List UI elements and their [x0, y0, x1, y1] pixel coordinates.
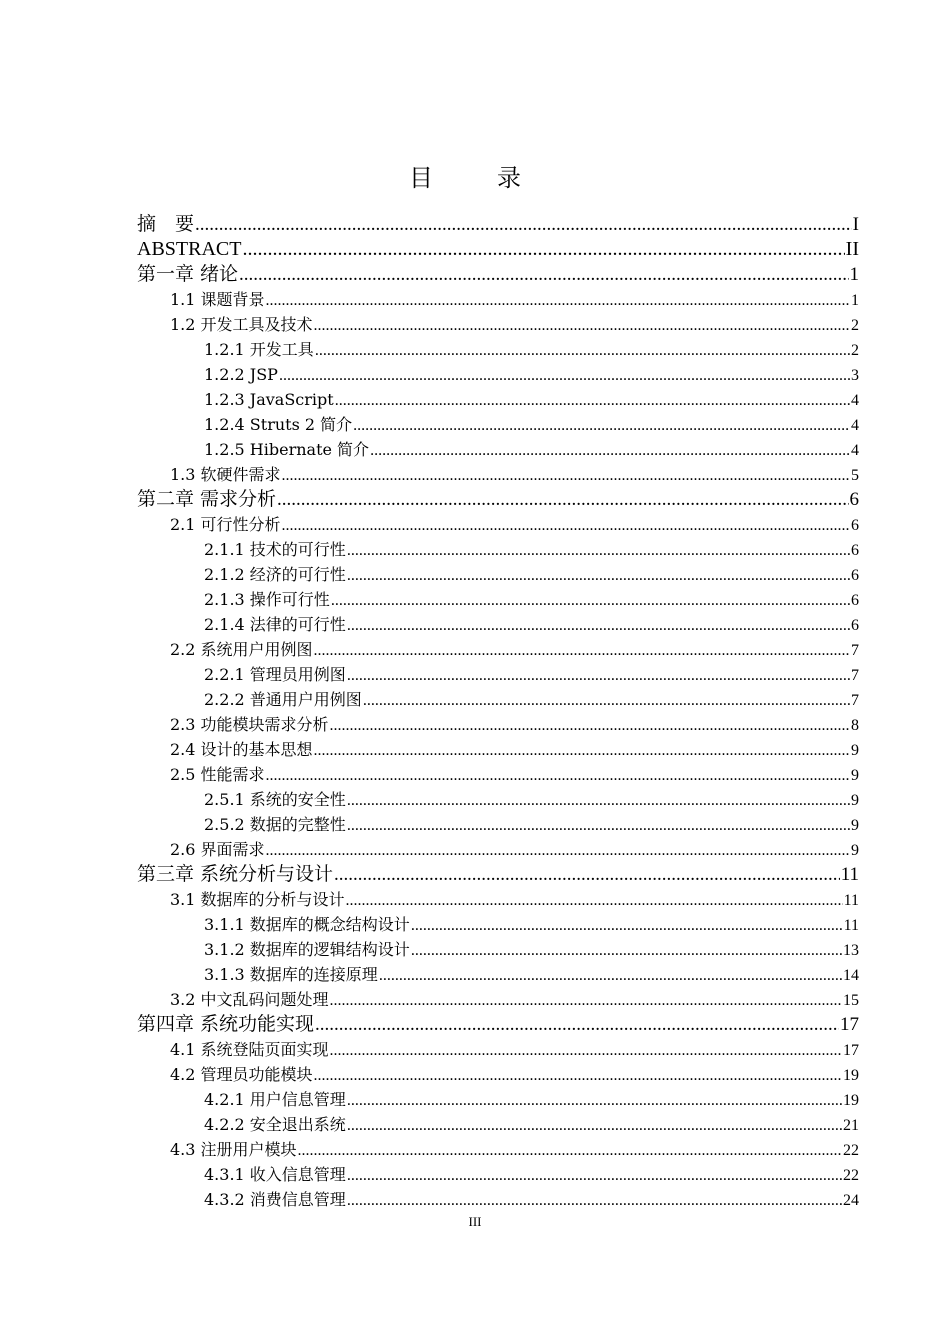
- toc-entry-label: 2.2.1 管理员用例图: [204, 665, 346, 684]
- toc-entry[interactable]: [137, 787, 859, 812]
- toc-entry-label: 2.3 功能模块需求分析: [170, 715, 329, 734]
- toc-entry-label: 3.1.3 数据库的连接原理: [204, 965, 378, 984]
- toc-entry-label: 1.2.4 Struts 2 简介: [204, 415, 353, 434]
- toc-entry[interactable]: [137, 687, 859, 712]
- toc-entry[interactable]: [137, 212, 859, 237]
- toc-dot-leader: [282, 513, 850, 538]
- toc-entry-label: 第三章 系统分析与设计: [137, 863, 334, 885]
- toc-dot-leader: [411, 913, 843, 938]
- toc-entry-page: 3: [851, 367, 859, 384]
- toc-entry[interactable]: [137, 612, 859, 637]
- toc-entry[interactable]: [137, 487, 859, 512]
- toc-entry[interactable]: [137, 362, 859, 387]
- toc-entry-label: 2.4 设计的基本思想: [170, 740, 313, 759]
- toc-entry-label: 2.6 界面需求: [170, 840, 265, 859]
- toc-dot-leader: [363, 688, 850, 713]
- toc-entry-label: 2.1.3 操作可行性: [204, 590, 330, 609]
- toc-entry-page: 17: [843, 1042, 859, 1059]
- toc-dot-leader: [353, 413, 850, 438]
- toc-entry-page: 7: [851, 692, 859, 709]
- toc-entry[interactable]: [137, 1162, 859, 1187]
- toc-entry[interactable]: [137, 737, 859, 762]
- toc-entry-label: 1.1 课题背景: [170, 290, 265, 309]
- toc-dot-leader: [330, 713, 850, 738]
- toc-entry-label: 2.1.2 经济的可行性: [204, 565, 346, 584]
- toc-entry-page: 11: [843, 892, 859, 909]
- toc-entry[interactable]: [137, 937, 859, 962]
- toc-title: 目 录: [409, 164, 541, 192]
- toc-dot-leader: [347, 813, 850, 838]
- toc-entry-page: 9: [851, 742, 859, 759]
- toc-entry-page: 6: [851, 567, 859, 584]
- toc-entry[interactable]: [137, 237, 859, 262]
- toc-dot-leader: [266, 288, 850, 313]
- toc-entry-label: 1.2.1 开发工具: [204, 340, 314, 359]
- toc-dot-leader: [195, 212, 852, 237]
- toc-entry-page: 11: [840, 864, 859, 885]
- toc-entry-label: 2.5 性能需求: [170, 765, 265, 784]
- toc-entry[interactable]: [137, 1087, 859, 1112]
- toc-entry-page: 4: [851, 392, 859, 409]
- toc-entry[interactable]: [137, 987, 859, 1012]
- toc-entry-label: 2.1.1 技术的可行性: [204, 540, 346, 559]
- toc-entry-page: 6: [851, 592, 859, 609]
- toc-entry[interactable]: [137, 462, 859, 487]
- toc-dot-leader: [347, 1113, 842, 1138]
- toc-dot-leader: [331, 588, 850, 613]
- toc-entry[interactable]: [137, 562, 859, 587]
- toc-entry[interactable]: [137, 762, 859, 787]
- toc-entry-label: 4.3 注册用户模块: [170, 1140, 297, 1159]
- toc-dot-leader: [298, 1138, 842, 1163]
- toc-entry-label: 1.2 开发工具及技术: [170, 315, 313, 334]
- toc-dot-leader: [314, 638, 850, 663]
- toc-entry[interactable]: [137, 437, 859, 462]
- toc-entry-page: 4: [851, 417, 859, 434]
- toc-entry-label: 2.5.2 数据的完整性: [204, 815, 346, 834]
- toc-entry-label: 1.2.3 JavaScript: [204, 390, 334, 409]
- toc-entry-label: 4.2 管理员功能模块: [170, 1065, 313, 1084]
- toc-entry[interactable]: [137, 812, 859, 837]
- toc-entry[interactable]: [137, 887, 859, 912]
- toc-entry-page: 13: [843, 942, 859, 959]
- toc-entry[interactable]: [137, 1137, 859, 1162]
- toc-dot-leader: [242, 237, 844, 262]
- toc-dot-leader: [266, 838, 850, 863]
- toc-entry-page: 7: [851, 667, 859, 684]
- toc-entry[interactable]: [137, 262, 859, 287]
- toc-dot-leader: [379, 963, 842, 988]
- toc-dot-leader: [411, 938, 842, 963]
- toc-entry-page: 2: [851, 317, 859, 334]
- toc-entry-label: 摘 要: [137, 213, 195, 235]
- toc-entry-page: 9: [851, 817, 859, 834]
- toc-dot-leader: [277, 487, 848, 512]
- toc-dot-leader: [314, 738, 850, 763]
- toc-entry-page: 19: [843, 1067, 859, 1084]
- toc-entry-label: 4.2.1 用户信息管理: [204, 1090, 346, 1109]
- toc-entry-label: 1.2.2 JSP: [204, 365, 278, 384]
- toc-dot-leader: [239, 262, 848, 287]
- toc-entry-page: 14: [843, 967, 859, 984]
- toc-dot-leader: [314, 1063, 842, 1088]
- toc-entry-label: 3.2 中文乱码问题处理: [170, 990, 329, 1009]
- toc-entry[interactable]: [137, 412, 859, 437]
- toc-entry-page: 9: [851, 767, 859, 784]
- table-of-contents: [137, 212, 859, 1212]
- toc-entry-label: 1.3 软硬件需求: [170, 465, 281, 484]
- toc-dot-leader: [347, 1088, 842, 1113]
- toc-entry-page: 22: [843, 1142, 859, 1159]
- toc-entry-label: 2.5.1 系统的安全性: [204, 790, 346, 809]
- toc-entry[interactable]: [137, 662, 859, 687]
- toc-entry-page: 11: [843, 917, 859, 934]
- toc-entry-page: 8: [851, 717, 859, 734]
- toc-entry-page: 1: [851, 292, 859, 309]
- toc-dot-leader: [279, 363, 850, 388]
- toc-entry-page: 19: [843, 1092, 859, 1109]
- toc-dot-leader: [347, 788, 850, 813]
- toc-dot-leader: [330, 1038, 842, 1063]
- toc-entry-label: 4.1 系统登陆页面实现: [170, 1040, 329, 1059]
- toc-entry[interactable]: [137, 637, 859, 662]
- toc-entry-page: 6: [851, 542, 859, 559]
- toc-entry-page: 24: [843, 1192, 859, 1209]
- toc-entry[interactable]: [137, 712, 859, 737]
- toc-entry-page: 6: [851, 517, 859, 534]
- toc-entry-page: I: [852, 214, 859, 235]
- toc-entry[interactable]: [137, 287, 859, 312]
- toc-dot-leader: [370, 438, 850, 463]
- toc-entry-page: II: [845, 238, 859, 260]
- toc-entry-label: 2.1.4 法律的可行性: [204, 615, 346, 634]
- toc-entry-label: 1.2.5 Hibernate 简介: [204, 440, 370, 459]
- toc-entry-label: 3.1 数据库的分析与设计: [170, 890, 345, 909]
- toc-entry[interactable]: [137, 1037, 859, 1062]
- toc-entry-label: ABSTRACT: [137, 238, 242, 260]
- toc-entry[interactable]: [137, 962, 859, 987]
- toc-entry[interactable]: [137, 862, 859, 887]
- toc-entry-page: 9: [851, 792, 859, 809]
- toc-dot-leader: [347, 663, 850, 688]
- toc-entry-label: 4.2.2 安全退出系统: [204, 1115, 346, 1134]
- toc-entry[interactable]: [137, 1112, 859, 1137]
- toc-entry-page: 6: [851, 617, 859, 634]
- toc-entry[interactable]: [137, 387, 859, 412]
- toc-dot-leader: [314, 313, 850, 338]
- toc-entry-page: 5: [851, 467, 859, 484]
- toc-entry-label: 2.2.2 普通用户用例图: [204, 690, 362, 709]
- toc-entry-page: 15: [843, 992, 859, 1009]
- toc-entry-page: 17: [840, 1014, 859, 1035]
- toc-entry[interactable]: [137, 312, 859, 337]
- toc-entry-label: 第四章 系统功能实现: [137, 1013, 315, 1035]
- toc-dot-leader: [282, 463, 850, 488]
- toc-dot-leader: [266, 763, 850, 788]
- toc-dot-leader: [330, 988, 842, 1013]
- toc-entry-label: 2.2 系统用户用例图: [170, 640, 313, 659]
- toc-dot-leader: [315, 1012, 839, 1037]
- toc-entry-page: 9: [851, 842, 859, 859]
- toc-entry-label: 4.3.2 消费信息管理: [204, 1190, 346, 1209]
- toc-entry-page: 6: [849, 489, 859, 510]
- toc-dot-leader: [315, 338, 850, 363]
- toc-entry-page: 2: [851, 342, 859, 359]
- toc-dot-leader: [347, 1163, 842, 1188]
- page-number: III: [468, 1214, 482, 1229]
- toc-entry-label: 2.1 可行性分析: [170, 515, 281, 534]
- toc-dot-leader: [347, 613, 850, 638]
- toc-entry[interactable]: [137, 1012, 859, 1037]
- toc-dot-leader: [347, 538, 850, 563]
- toc-dot-leader: [335, 388, 850, 413]
- toc-entry[interactable]: [137, 912, 859, 937]
- toc-entry-label: 3.1.2 数据库的逻辑结构设计: [204, 940, 410, 959]
- toc-dot-leader: [347, 1188, 842, 1213]
- toc-entry-page: 4: [851, 442, 859, 459]
- toc-dot-leader: [346, 888, 843, 913]
- toc-entry-page: 22: [843, 1167, 859, 1184]
- toc-dot-leader: [347, 563, 850, 588]
- toc-entry[interactable]: [137, 1062, 859, 1087]
- toc-entry[interactable]: [137, 537, 859, 562]
- toc-entry-label: 第一章 绪论: [137, 263, 239, 285]
- toc-entry-label: 4.3.1 收入信息管理: [204, 1165, 346, 1184]
- toc-entry-label: 3.1.1 数据库的概念结构设计: [204, 915, 410, 934]
- toc-entry-page: 21: [843, 1117, 859, 1134]
- toc-entry[interactable]: [137, 337, 859, 362]
- toc-entry-page: 1: [849, 264, 859, 285]
- toc-entry[interactable]: [137, 587, 859, 612]
- toc-entry[interactable]: [137, 1187, 859, 1212]
- toc-entry-page: 7: [851, 642, 859, 659]
- toc-entry-label: 第二章 需求分析: [137, 488, 277, 510]
- toc-entry[interactable]: [137, 837, 859, 862]
- toc-dot-leader: [334, 862, 840, 887]
- toc-entry[interactable]: [137, 512, 859, 537]
